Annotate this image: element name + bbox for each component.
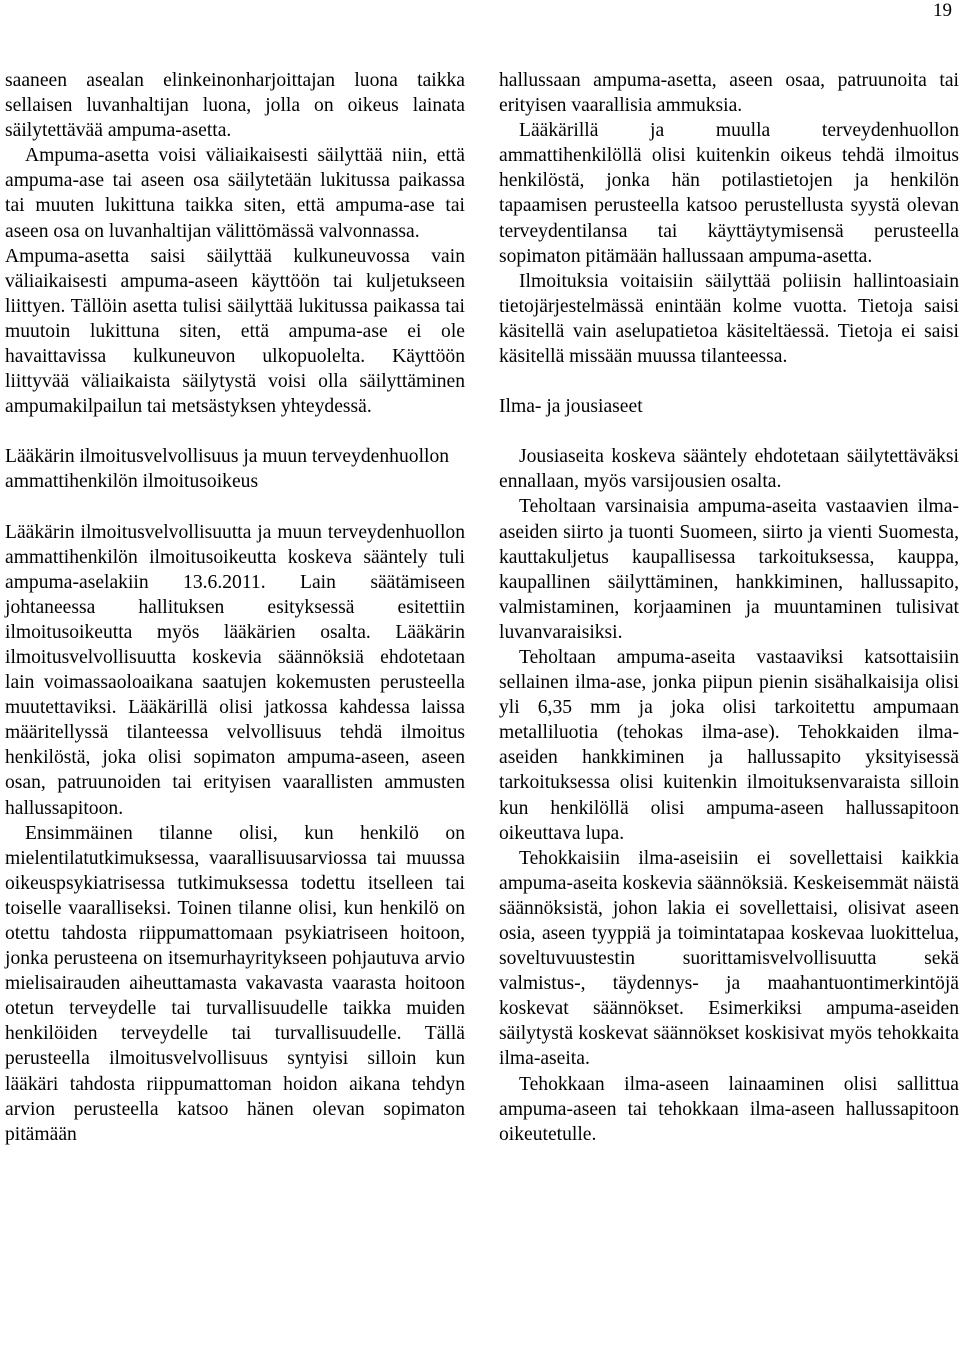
- spacer: [499, 369, 959, 394]
- section-heading-laakarin-ilmoitusvelvollisuus: Lääkärin ilmoitusvelvollisuus ja muun terveydenhuollon ammattihenkilön ilmoitusoikeus: [5, 446, 450, 493]
- left-column: [5, 68, 465, 1147]
- right-paragraph-5: Teholtaan varsinaisia ampuma-aseita vastaavien ilma-aseiden siirto ja tuonti Suomeen, siirto ja vienti Suomesta, kauttakuljetus kaupallisessa tarkoituksessa, kauppa, kaupallinen säilyttäminen, hankkiminen, hallussapito, valmistaminen, korjaaminen ja muuntaminen tulisivat luvanvaraisiksi.: [499, 496, 959, 643]
- right-paragraph-7: Tehokkaisiin ilma-aseisiin ei sovellettaisi kaikkia ampuma-aseita koskevia säännöksiä. Keskeisemmät näistä säännöksistä, johon lakia ei sovellettaisi, olisivat aseen osia, aseen tyyppiä ja toimintatapaa koskevaa luokittelua, soveltuvuustestin suorittamisvelvollisuutta sekä valmistus-, täydennys- ja maahantuontimerkintöjä koskevat säännökset. Esimerkiksi ampuma-aseiden säilytystä koskevat säännökset koskisivat myös tehokkaita ilma-aseita.: [499, 847, 959, 1070]
- left-paragraph-1: saaneen asealan elinkeinonharjoittajan luona taikka sellaisen luvanhaltijan luona, jolla on oikeus lainata säilytettävää ampuma-asetta.: [5, 70, 465, 142]
- right-paragraph-8: Tehokkaan ilma-aseen lainaaminen olisi sallittua ampuma-aseen tai tehokkaan ilma-aseen hallussapitoon oikeutetulle.: [499, 1073, 959, 1145]
- spacer: [5, 419, 465, 444]
- right-paragraph-6: Teholtaan ampuma-aseita vastaaviksi katsottaisiin sellainen ilma-ase, jonka piipun pienin sisähalkaisija olisi yli 6,35 mm ja joka olisi tarkoitettu ampumaan metalliluotia (tehokas ilma-ase). Tehokkaiden ilma-aseiden hankkiminen ja hallussapito yksityisessä tarkoituksessa olisi kuitenkin ilmoituksenvaraista silloin kun henkilöllä olisi ampuma-aseen hallussapitoon oikeuttava lupa.: [499, 646, 959, 844]
- left-paragraph-2: Ampuma-asetta voisi väliaikaisesti säilyttää niin, että ampuma-ase tai aseen osa säilytetään lukitussa paikassa tai muuten lukittuna taikka siten, että ampuma-ase tai aseen osa on luvanhaltijan välittömässä valvonnassa.: [5, 145, 465, 242]
- left-paragraph-3: Ampuma-asetta saisi säilyttää kulkuneuvossa vain väliaikaisesti ampuma-aseen käyttöön tai kuljetukseen liittyen. Tällöin asetta tulisi säilyttää lukitussa paikassa tai muutoin lukittuna siten, että ampuma-ase ei ole havaittavissa kulkuneuvon ulkopuolelta. Käyttöön liittyvää väliaikaista säilytystä voisi olla säilyttäminen ampumakilpailun tai metsästyksen yhteydessä.: [5, 245, 465, 418]
- page-number: 19: [933, 0, 952, 21]
- left-paragraph-5: Ensimmäinen tilanne olisi, kun henkilö on mielentilatutkimuksessa, vaarallisuusarviossa tai muussa oikeuspsykiatrisessa tutkimuksessa todettu itselleen tai toiselle vaaralliseksi. Toinen tilanne olisi, kun henkilö on otettu tahdosta riippumattomaan psykiatriseen hoitoon, jonka perusteena on itsemurhayritykseen pohjautuva arvio mielisairauden aiheuttamasta vakavasta vaarasta hoitoon otetun terveydelle tai turvallisuudelle taikka muiden henkilöiden terveydelle tai turvallisuudelle. Tällä perusteella ilmoitusvelvollisuus syntyisi silloin kun lääkäri tahdosta riippumattoman hoidon aikana tehdyn arvion perusteella katsoo hänen olevan sopimaton pitämään: [5, 822, 465, 1145]
- right-paragraph-2: Lääkärillä ja muulla terveydenhuollon ammattihenkilöllä olisi kuitenkin oikeus tehdä ilmoitus henkilöstä, jonka hän potilastietojen ja henkilön tapaamisen perusteella katsoo perustellusta syystä olevan terveydentilansa tai käyttäytymisensä perusteella sopimaton pitämään hallussaan ampuma-asetta.: [499, 120, 959, 267]
- left-paragraph-4: Lääkärin ilmoitusvelvollisuutta ja muun terveydenhuollon ammattihenkilön ilmoitusoikeutta koskeva sääntely tuli ampuma-aselakiin 13.6.2011. Lain säätämiseen johtaneessa hallituksen esityksessä esitettiin ilmoitusoikeutta myös lääkärien osalta. Lääkärin ilmoitusvelvollisuutta koskevia säännöksiä ehdotetaan lain voimassaoloaikana saatujen kokemusten perusteella muutettaviksi. Lääkärillä olisi jatkossa kahdessa laissa määritellyssä tilanteessa velvollisuus tehdä ilmoitus henkilöstä, joka olisi sopimaton ampuma-aseen, aseen osan, patruunoiden tai erityisen vaarallisten ammusten hallussapitoon.: [5, 521, 465, 819]
- right-column: [499, 68, 959, 1147]
- section-heading-ilma-ja-jousiaseet: Ilma- ja jousiaseet: [499, 396, 643, 418]
- right-paragraph-3: Ilmoituksia voitaisiin säilyttää poliisin hallintoasiain tietojärjestelmässä enintään kolme vuotta. Tietoja saisi käsitellä vain aselupatietoa käsiteltäessä. Tietoja ei saisi käsitellä missään muussa tilanteessa.: [499, 270, 959, 368]
- right-paragraph-4: Jousiaseita koskeva sääntely ehdotetaan säilytettäväksi ennallaan, myös varsijousien osalta.: [499, 446, 959, 493]
- spacer: [499, 419, 959, 444]
- spacer: [5, 495, 465, 520]
- right-paragraph-1: hallussaan ampuma-asetta, aseen osaa, patruunoita tai erityisen vaarallisia ammuksia.: [499, 70, 959, 117]
